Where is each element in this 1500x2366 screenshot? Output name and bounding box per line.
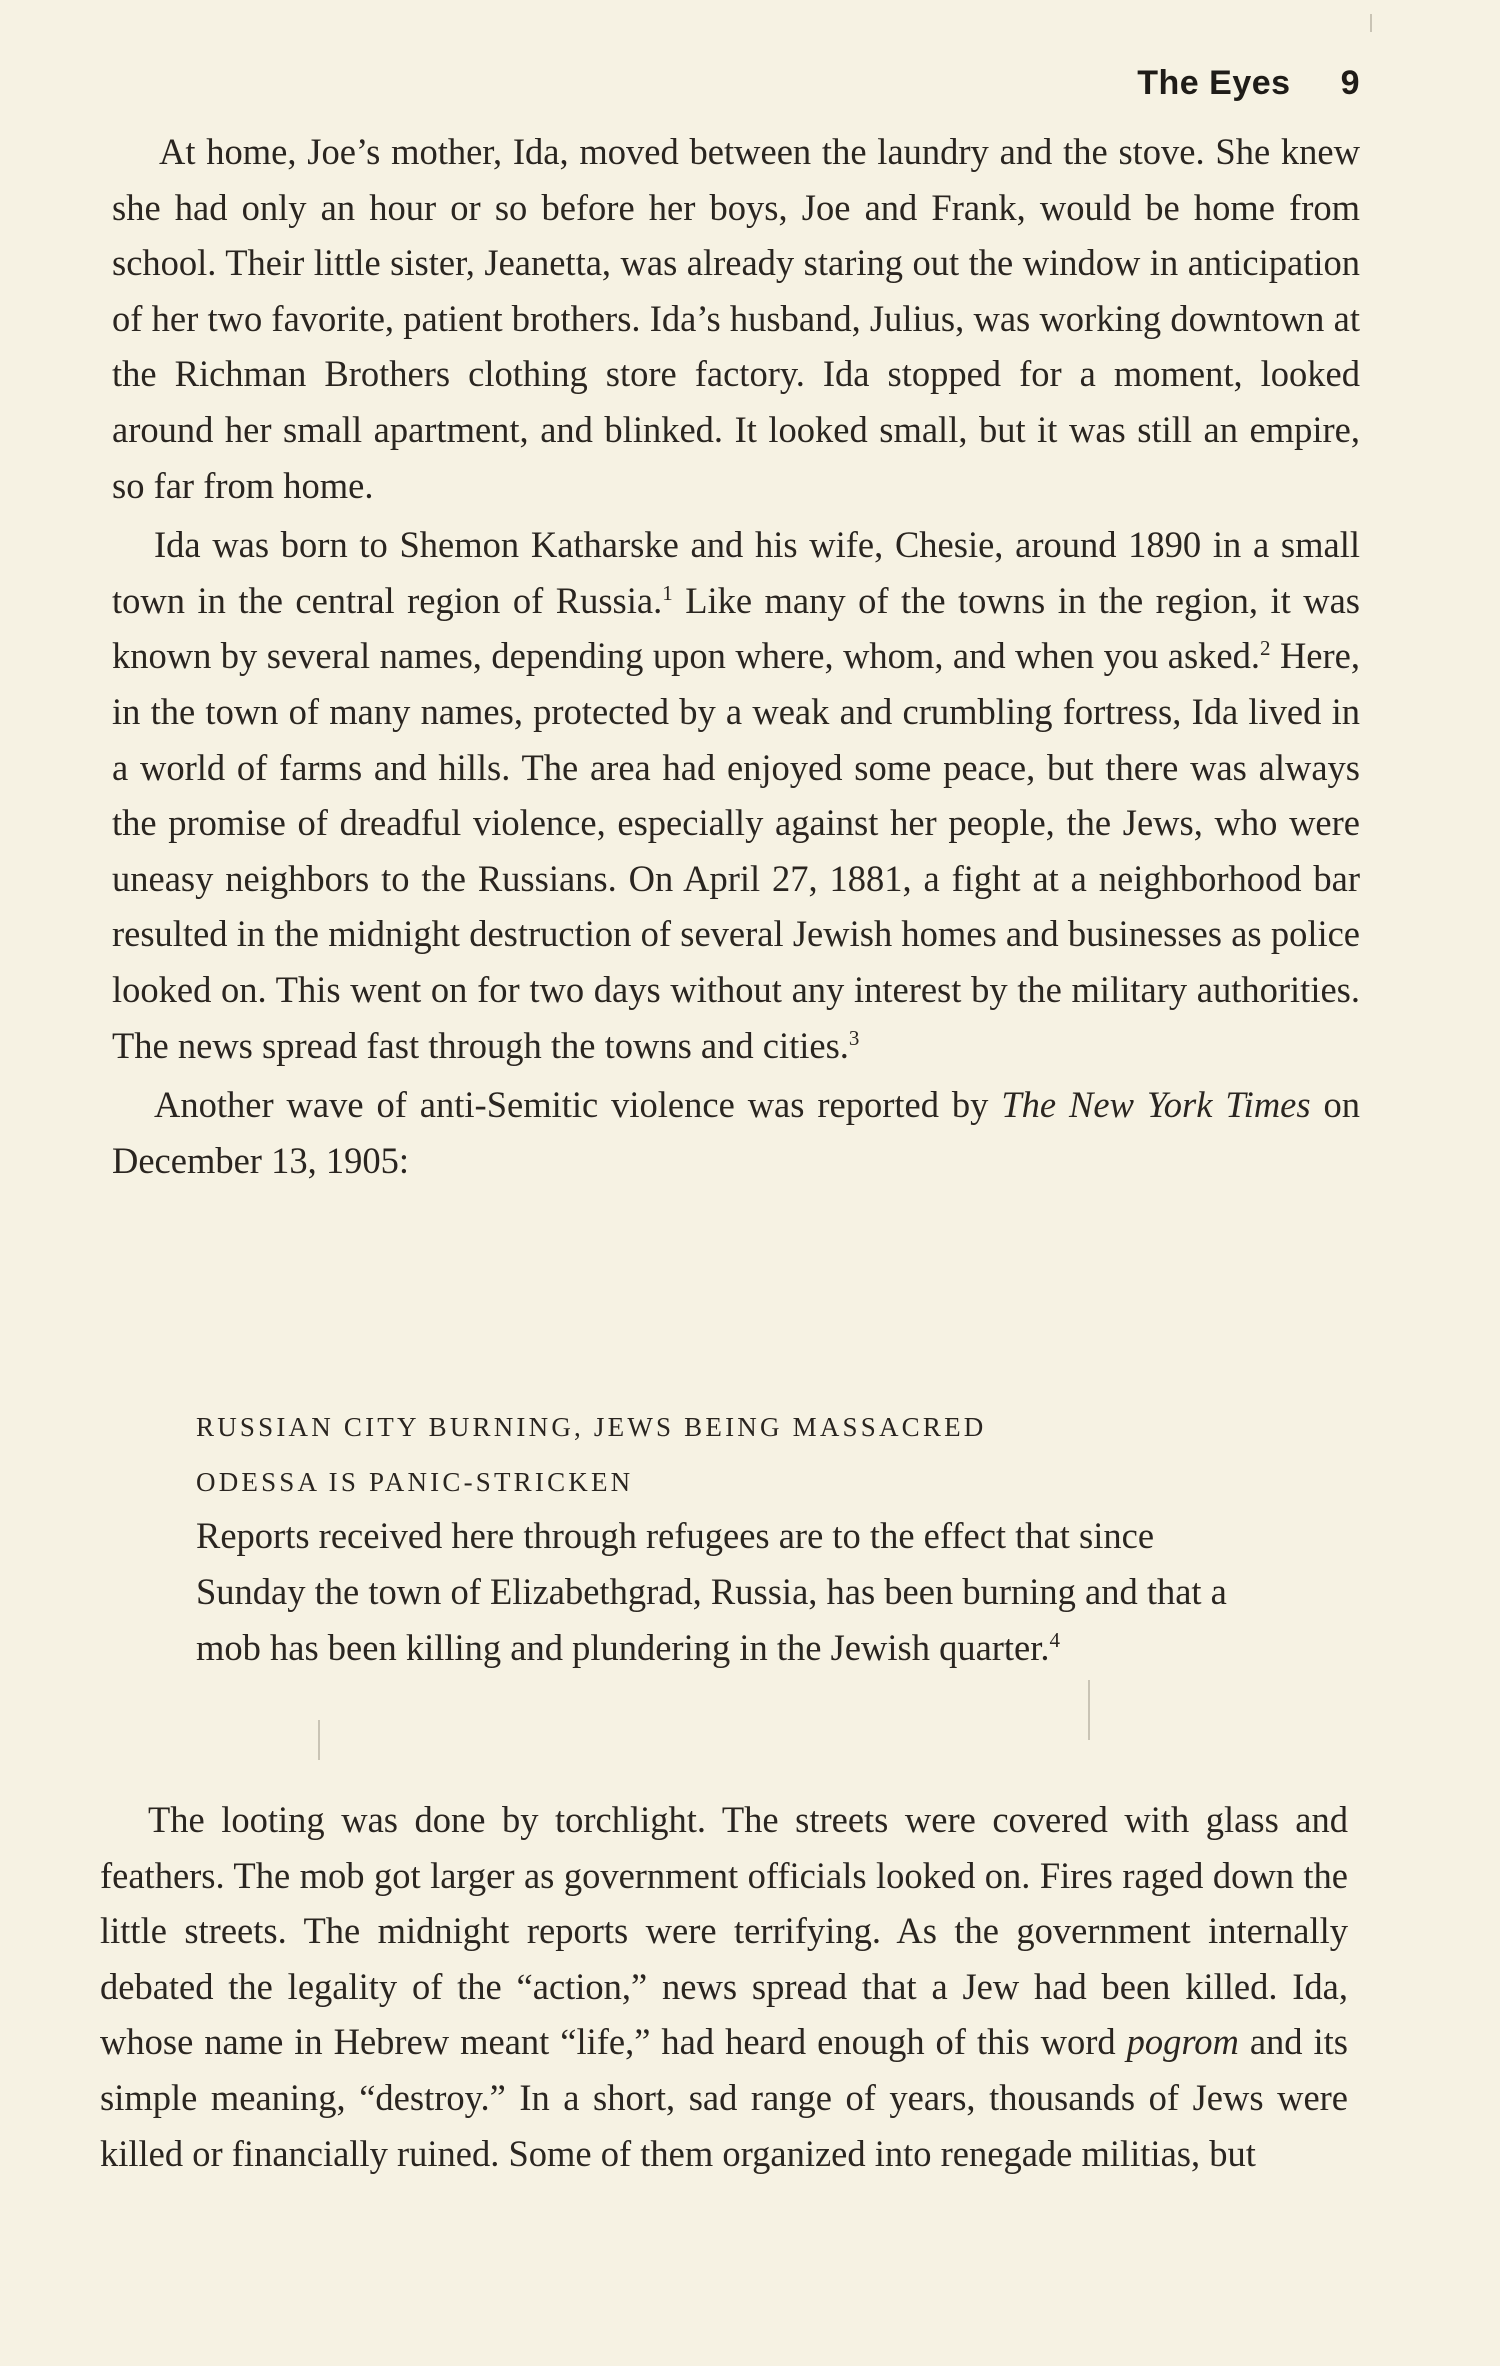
quote-body: Reports received here through refugees are to the effect that since Sunday the town of Elizabethgrad, Russia, has been burning and that a mob has been killing and plundering in the Jewish quarter.: [196, 1515, 1227, 1668]
paragraph-4-part-b: and its simple meaning, “destroy.” In a short, sad range of years, thousands of Jews were killed or financially ruined. Some of them organized into renegade militias, but: [100, 2021, 1348, 2174]
paragraph-2-part-b: Like many of the towns in the region, it was known by several names, depending upon where, whom, and when you asked.: [112, 579, 1360, 677]
paragraph-2-part-c: Here, in the town of many names, protected by a weak and crumbling fortress, Ida lived in a world of farms and hills. The area had enjoyed some peace, but there was always the promise of dreadful violence, especially against her people, the Jews, who were uneasy neighbors to the Russians. On April 27, 1881, a fight at a neighborhood bar resulted in the midnight destruction of several Jewish homes and businesses as police looked on. This went on for two days without any interest by the military authorities. The news spread fast through the towns and cities.: [112, 635, 1360, 1066]
paragraph-2-part-a: Ida was born to Shemon Katharske and his wife, Chesie, around 1890 in a small town in the central region of Russia.: [112, 524, 1360, 621]
running-head: [1137, 64, 1360, 103]
quote-headline-2: ODESSA IS PANIC-STRICKEN: [196, 1467, 634, 1497]
quote-text: [196, 1508, 1246, 1676]
continued-text: [100, 1792, 1348, 2181]
scan-mark: [1370, 14, 1372, 32]
paragraph-3-part-b: on December 13, 1905:: [112, 1084, 1361, 1181]
quote-headline-1: RUSSIAN CITY BURNING, JEWS BEING MASSACRED: [196, 1412, 987, 1442]
page-number: 9: [1340, 64, 1360, 102]
paragraph-3: [112, 1077, 1360, 1188]
chapter-title: The Eyes: [1137, 64, 1291, 102]
paragraph-4: [100, 1792, 1348, 2181]
footnote-ref-3[interactable]: 3: [848, 1025, 860, 1050]
newspaper-title: The New York Times: [1001, 1084, 1311, 1126]
paragraph-4-part-a: The looting was done by torchlight. The streets were covered with glass and feathers. The mob got larger as government officials looked on. Fires raged down the little streets. The midnight reports were terrifying. As the government internally debated the legality of the “action,” news spread that a Jew had been killed. Ida, whose name in Hebrew meant “life,” had heard enough of this word: [100, 1799, 1348, 2063]
scan-mark: [318, 1720, 320, 1760]
paragraph-2: [112, 517, 1360, 1073]
main-text: [112, 124, 1360, 1188]
paragraph-3-part-a: Another wave of anti-Semitic violence was reported by: [154, 1084, 1002, 1126]
footnote-ref-2[interactable]: 2: [1260, 636, 1271, 661]
footnote-ref-1[interactable]: 1: [662, 580, 673, 605]
scan-mark: [1088, 1680, 1090, 1740]
pogrom-word: pogrom: [1126, 2021, 1239, 2063]
block-quote: [196, 1400, 1246, 1676]
footnote-ref-4[interactable]: 4: [1049, 1627, 1061, 1652]
paragraph-1: At home, Joe’s mother, Ida, moved between the laundry and the stove. She knew she had only an hour or so before her boys, Joe and Frank, would be home from school. Their little sister, Jeanetta, was already staring out the window in anticipation of her two favorite, patient brothers. Ida’s husband, Julius, was working downtown at the Richman Brothers clothing store factory. Ida stopped for a moment, looked around her small apartment, and blinked. It looked small, but it was still an empire, so far from home.: [112, 131, 1360, 506]
